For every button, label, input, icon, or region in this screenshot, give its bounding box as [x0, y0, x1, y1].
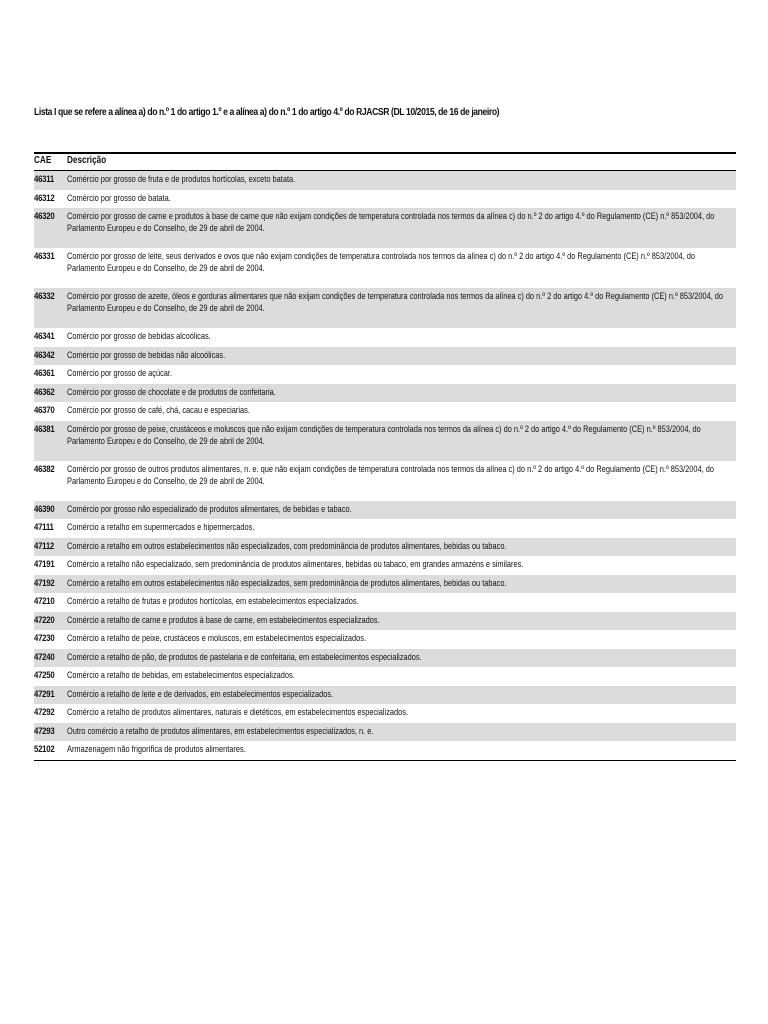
cae-code-cell: 47293	[34, 723, 67, 742]
cae-code-cell: 47111	[34, 522, 54, 533]
cae-code-cell: 46361	[34, 368, 55, 379]
cae-code-cell: 47220	[34, 612, 67, 631]
cae-code-cell: 47191	[34, 559, 55, 570]
cae-code-cell: 46381	[34, 421, 67, 461]
list-title: Lista I que se refere a alínea a) do n.º 1 do artigo 1.º e a alínea a) do n.º 1 do artigo 4.º do RJACSR (DL 10/2015, de 16 de janeiro)	[34, 106, 500, 118]
description-cell: Comércio a retalho de pão, de produtos de pastelaria e de confeitaria, em estabelecimentos especializados.	[67, 649, 736, 668]
description-cell: Comércio por grosso de bebidas não alcoólicas.	[67, 347, 736, 366]
column-header-cae: CAE	[34, 153, 67, 171]
description-cell: Armazenagem não frigorífica de produtos alimentares.	[67, 741, 736, 760]
description-cell: Comércio a retalho em outros estabelecimentos não especializados, com predominância de produtos alimentares, bebidas ou tabaco.	[67, 538, 736, 557]
description-cell: Comércio a retalho não especializado, sem predominância de produtos alimentares, bebidas ou tabaco, em grandes armazéns e similares.	[67, 559, 524, 570]
description-cell: Comércio a retalho em supermercados e hipermercados.	[67, 522, 255, 533]
cae-code-cell: 46341	[34, 331, 55, 342]
description-cell: Comércio a retalho de peixe, crustáceos e moluscos, em estabelecimentos especializados.	[67, 633, 367, 644]
table-row	[34, 208, 736, 248]
description-cell: Outro comércio a retalho de produtos alimentares, em estabelecimentos especializados, n. e.	[67, 723, 736, 742]
cae-code-cell: 46331	[34, 251, 55, 262]
description-cell: Comércio por grosso não especializado de produtos alimentares, de bebidas e tabaco.	[67, 501, 736, 520]
cae-code-cell: 46332	[34, 288, 67, 328]
description-cell: Comércio por grosso de peixe, crustáceos e moluscos que não exijam condições de temperatura controlada nos termos da alínea c) do n.º 2 do artigo 4.º do Regulamento (CE) n.º 853/2004, do Parlamento Europeu e do Conselho, de 29 de abril de 2004.	[67, 421, 736, 461]
table-row	[34, 538, 736, 557]
table-row	[34, 501, 736, 520]
table-row	[34, 402, 736, 421]
description-cell: Comércio por grosso de outros produtos alimentares, n. e. que não exijam condições de temperatura controlada nos termos da alínea c) do n.º 2 do artigo 4.º do Regulamento (CE) n.º 853/2004, do Parlamento Europeu e do Conselho, de 29 de abril de 2004.	[67, 463, 714, 487]
description-cell: Comércio por grosso de leite, seus derivados e ovos que não exijam condições de temperatura controlada nos termos da alínea c) do n.º 2 do artigo 4.º do Regulamento (CE) n.º 853/2004, do Parlamento Europeu e do Conselho, de 29 de abril de 2004.	[67, 251, 696, 274]
table-row	[34, 519, 736, 538]
description-cell: Comércio a retalho de frutas e produtos hortícolas, em estabelecimentos especializados.	[67, 596, 359, 607]
cae-code-cell: 47112	[34, 538, 67, 557]
table-row	[34, 741, 736, 760]
cae-code-cell: 47291	[34, 686, 67, 705]
cae-table	[34, 152, 736, 761]
table-row	[34, 593, 736, 612]
table-row	[34, 248, 736, 288]
table-row	[34, 667, 736, 686]
table-row	[34, 384, 736, 403]
cae-code-cell: 46390	[34, 501, 67, 520]
table-row	[34, 365, 736, 384]
table-row	[34, 461, 736, 501]
table-row	[34, 575, 736, 594]
table-row	[34, 347, 736, 366]
table-row	[34, 421, 736, 461]
cae-code-cell: 46312	[34, 192, 55, 204]
description-cell: Comércio por grosso de chocolate e de produtos de confeitaria.	[67, 384, 736, 403]
table-body	[34, 171, 736, 761]
description-cell: Comércio por grosso de carne e produtos à base de carne que não exijam condições de temperatura controlada nos termos da alínea c) do n.º 2 do artigo 4.º do Regulamento (CE) n.º 853/2004, do Parlamento Europeu e do Conselho, de 29 de abril de 2004.	[67, 208, 736, 248]
cae-code-cell: 52102	[34, 741, 67, 760]
description-cell: Comércio a retalho de produtos alimentares, naturais e dietéticos, em estabelecimentos especializados.	[67, 707, 409, 718]
description-cell: Comércio por grosso de açúcar.	[67, 368, 173, 379]
cae-code-cell: 47250	[34, 670, 55, 681]
table-row	[34, 171, 736, 190]
description-cell: Comércio a retalho de leite e de derivados, em estabelecimentos especializados.	[67, 686, 736, 705]
cae-code-cell: 46370	[34, 405, 55, 416]
description-cell: Comércio por grosso de café, chá, cacau e especiarias.	[67, 405, 250, 416]
table-header-row	[34, 153, 736, 171]
cae-code-cell: 47192	[34, 575, 67, 594]
description-cell: Comércio por grosso de batata.	[67, 192, 171, 204]
column-header-descricao: Descrição	[67, 153, 736, 171]
table-row	[34, 190, 736, 209]
cae-code-cell: 47292	[34, 707, 55, 718]
table-row	[34, 704, 736, 723]
cae-code-cell: 46311	[34, 171, 67, 190]
cae-code-cell: 47230	[34, 633, 55, 644]
cae-code-cell: 46342	[34, 347, 67, 366]
description-cell: Comércio a retalho de carne e produtos à base de carne, em estabelecimentos especializados.	[67, 612, 736, 631]
table-row	[34, 556, 736, 575]
cae-code-cell: 46382	[34, 463, 55, 475]
cae-code-cell: 47210	[34, 596, 55, 607]
cae-code-cell: 47240	[34, 649, 67, 668]
table-row	[34, 630, 736, 649]
cae-code-cell: 46362	[34, 384, 67, 403]
table-row	[34, 328, 736, 347]
description-cell: Comércio por grosso de fruta e de produtos hortícolas, exceto batata.	[67, 171, 736, 190]
description-cell: Comércio por grosso de azeite, óleos e gorduras alimentares que não exijam condições de temperatura controlada nos termos da alínea c) do n.º 2 do artigo 4.º do Regulamento (CE) n.º 853/2004, do Parlamento Europeu e do Conselho, de 29 de abril de 2004.	[67, 288, 736, 328]
description-cell: Comércio a retalho em outros estabelecimentos não especializados, sem predominância de produtos alimentares, bebidas ou tabaco.	[67, 575, 736, 594]
table-row	[34, 686, 736, 705]
table-row	[34, 649, 736, 668]
description-cell: Comércio a retalho de bebidas, em estabelecimentos especializados.	[67, 670, 295, 681]
table-row	[34, 288, 736, 328]
table-row	[34, 612, 736, 631]
cae-code-cell: 46320	[34, 208, 67, 248]
table-row	[34, 723, 736, 742]
description-cell: Comércio por grosso de bebidas alcoólicas.	[67, 331, 211, 342]
